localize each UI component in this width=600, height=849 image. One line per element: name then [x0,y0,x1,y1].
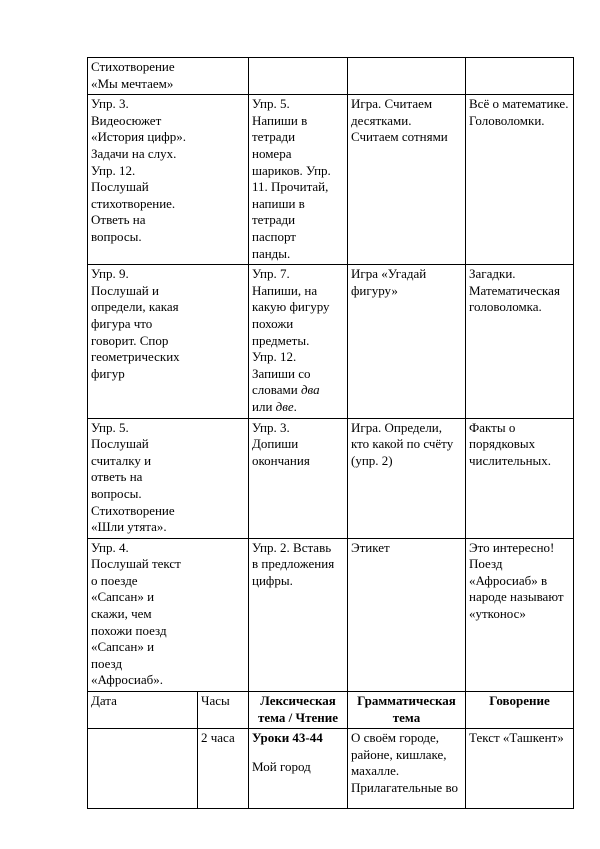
table-cell: Загадки. Математическая головоломка. [466,265,574,418]
table-cell-hours: 2 часа [198,729,249,809]
table-cell-grammar: О своём городе, районе, кишлаке, махалле. Прилагательные во [348,729,466,809]
table-cell [466,58,574,95]
lesson-plan-table [87,57,574,809]
table-cell: Упр. 4. Послушай текст о поезде «Сапсан» и скажи, чем похожи поезд «Сапсан» и поезд «Афросиаб». [88,538,249,691]
cell-text: или [252,398,273,414]
cell-text: Упр. 7. Напиши, на какую фигуру похожи предметы. Упр. 12. Запиши со словами [252,266,330,398]
column-header-hours: Часы [198,692,249,729]
table-cell: Это интересно! Поезд «Афросиаб» в народе называют «утконос» [466,538,574,691]
table-cell: Игра. Определи, кто какой по счёту (упр. 2) [348,418,466,538]
table-row [88,418,574,538]
cell-text-italic: два [300,382,320,398]
table-cell: Упр. 2. Вставь в предложения цифры. [249,538,348,691]
table-cell: Упр. 3. Видеосюжет «История цифр». Задачи на слух. Упр. 12. Послушай стихотворение. Ответь на вопросы. [88,95,249,265]
lesson-number: Уроки 43-44 [252,730,323,746]
table-cell: Упр. 9. Послушай и определи, какая фигура что говорит. Спор геометрических фигур [88,265,249,418]
table-cell: Упр. 3. Допиши окончания [249,418,348,538]
table-cell: Стихотворение «Мы мечтаем» [88,58,249,95]
table-cell: Этикет [348,538,466,691]
cell-text: . [293,398,297,414]
table-cell: Игра «Угадай фигуру» [348,265,466,418]
table-row [88,729,574,809]
table-row [88,538,574,691]
column-header-lexical: Лексическая тема / Чтение [249,692,348,729]
table-cell: Игра. Считаем десятками. Считаем сотнями [348,95,466,265]
lesson-topic: Мой город [252,758,311,774]
table-row [88,95,574,265]
table-cell: Упр. 5. Напиши в тетради номера шариков. Упр. 11. Прочитай, напиши в тетради паспорт панды. [249,95,348,265]
table-cell-date [88,729,198,809]
column-header-speaking: Говорение [466,692,574,729]
table-cell [249,265,348,418]
column-header-grammar: Грамматическая тема [348,692,466,729]
table-cell-lexical [249,729,348,809]
column-header-date: Дата [88,692,198,729]
table-cell: Упр. 5. Послушай считалку и ответь на вопросы. Стихотворение «Шли утята». [88,418,249,538]
table-cell [249,58,348,95]
table-row [88,265,574,418]
table-row [88,58,574,95]
table-cell: Всё о математике. Головоломки. [466,95,574,265]
table-cell-speaking: Текст «Ташкент» [466,729,574,809]
table-header-row [88,692,574,729]
table-cell [348,58,466,95]
cell-text-italic: две [275,398,294,414]
table-cell: Факты о порядковых числительных. [466,418,574,538]
